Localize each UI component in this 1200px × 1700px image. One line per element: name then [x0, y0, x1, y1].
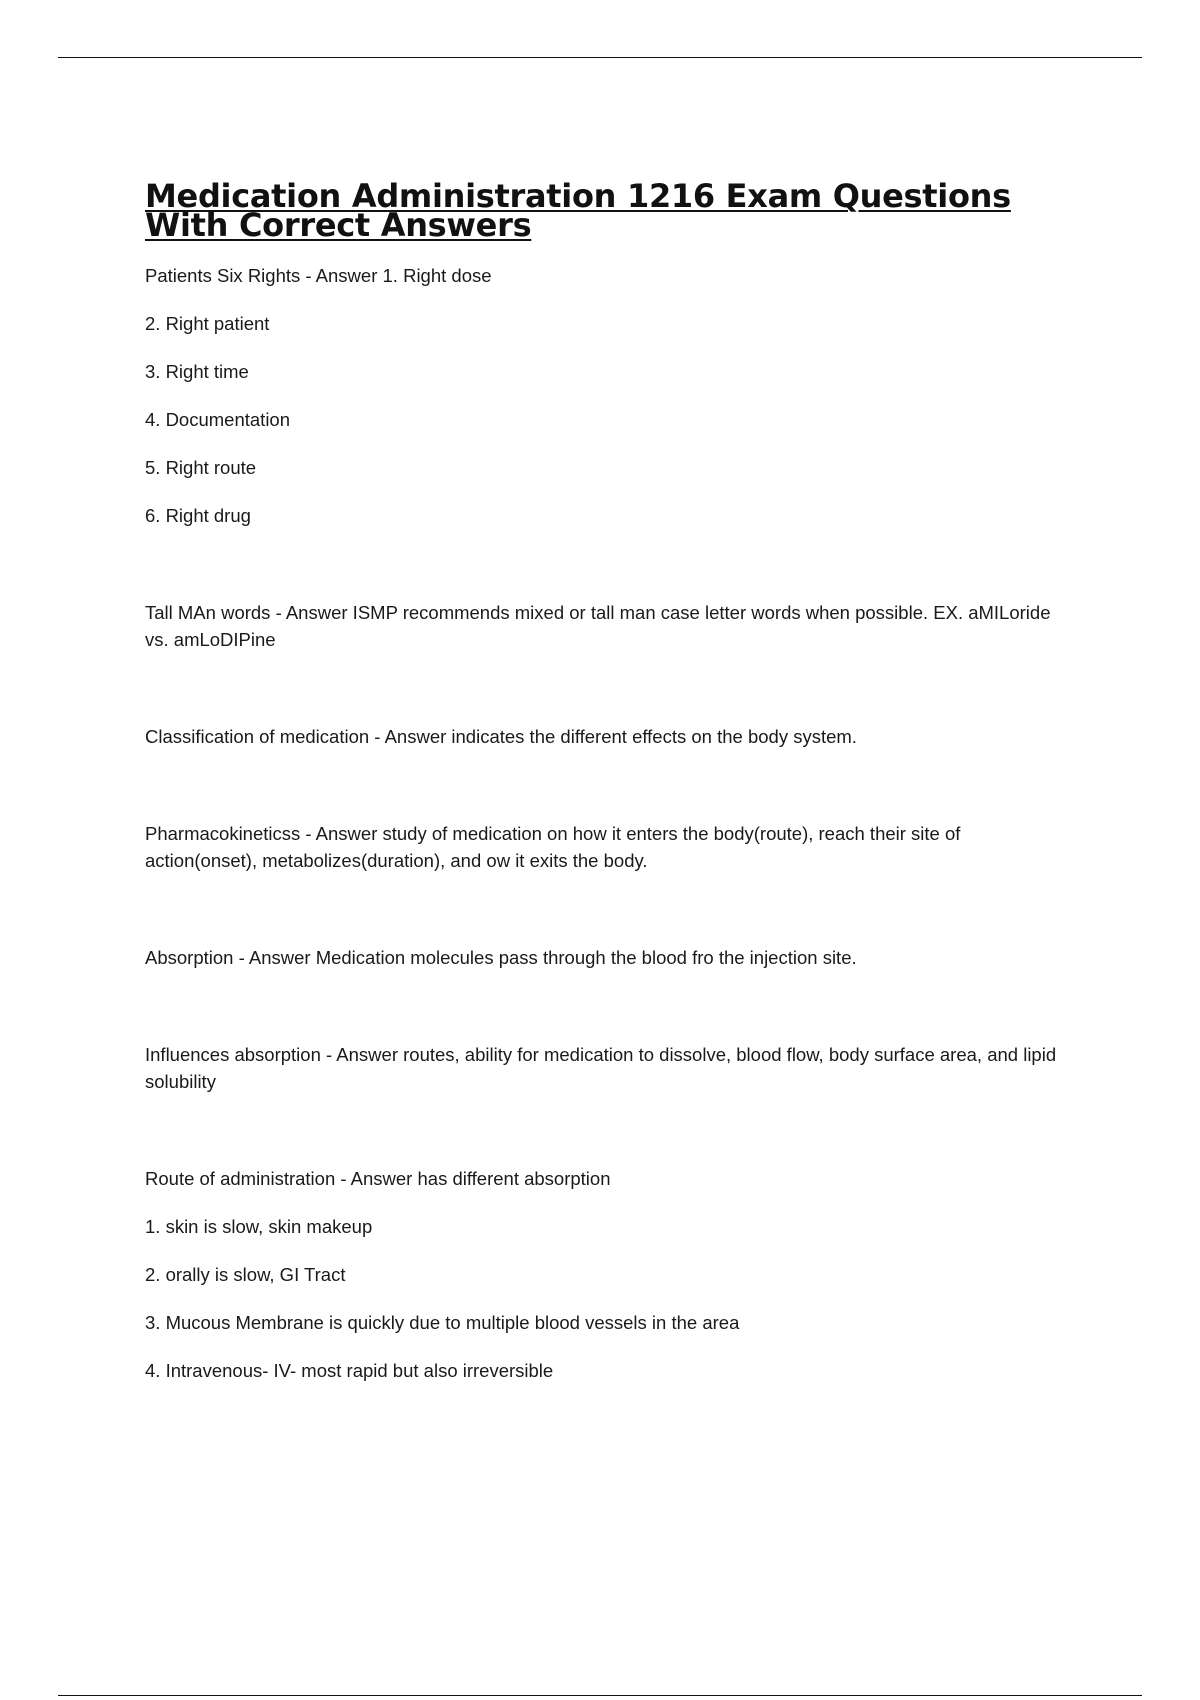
footer-rule [58, 1695, 1142, 1696]
list-item: 3. Right time [145, 361, 249, 382]
list-item: 3. Mucous Membrane is quickly due to multiple blood vessels in the area [145, 1312, 740, 1333]
entry-route-of-administration: Route of administration - Answer has different absorption [145, 1168, 611, 1189]
entry-patients-six-rights: Patients Six Rights - Answer 1. Right dose [145, 265, 492, 286]
list-item: 2. Right patient [145, 313, 270, 334]
entry-pharmacokinetics: Pharmacokineticss - Answer study of medication on how it enters the body(route), reach their site of action(onset), metabolizes(duration), and ow it exits the body. [145, 823, 961, 871]
list-item: 6. Right drug [145, 505, 251, 526]
list-item: 4. Intravenous- IV- most rapid but also irreversible [145, 1360, 554, 1381]
list-item: 2. orally is slow, GI Tract [145, 1264, 346, 1285]
document-body [145, 177, 1075, 1384]
entry-tall-man-words: Tall MAn words - Answer ISMP recommends mixed or tall man case letter words when possible. EX. aMILoride vs. amLoDIPine [145, 602, 1051, 650]
list-item: 1. skin is slow, skin makeup [145, 1216, 373, 1237]
header-rule [58, 57, 1142, 58]
entry-influences-absorption: Influences absorption - Answer routes, ability for medication to dissolve, blood flow, body surface area, and lipid solubility [145, 1044, 1057, 1092]
entry-classification: Classification of medication - Answer indicates the different effects on the body system. [145, 726, 857, 747]
list-item: 5. Right route [145, 457, 257, 478]
entry-absorption: Absorption - Answer Medication molecules pass through the blood fro the injection site. [145, 947, 857, 968]
document-title: Medication Administration 1216 Exam Questions With Correct Answers [145, 177, 1011, 244]
list-item: 4. Documentation [145, 409, 291, 430]
